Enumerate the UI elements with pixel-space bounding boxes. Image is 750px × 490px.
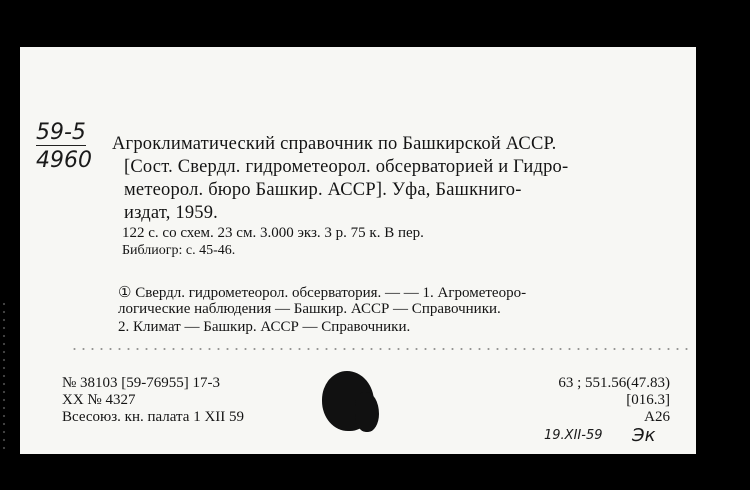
handwritten-call-number-bottom: 4960 xyxy=(36,148,92,173)
entry-title-line-1: Агроклиматический справочник по Башкирской АССР. xyxy=(112,134,557,154)
handwritten-initials: Эк xyxy=(632,425,656,446)
author-mark: А26 xyxy=(644,409,670,425)
handwritten-date: 19.XII-59 xyxy=(544,428,603,443)
subject-line-2: логические наблюдения — Башкир. АССР — Справочники. xyxy=(118,301,501,317)
classification-udc: 63 ; 551.56(47.83) xyxy=(558,375,670,391)
subject-line-3: 2. Климат — Башкир. АССР — Справочники. xyxy=(118,319,411,335)
classification-bracket: [016.3] xyxy=(626,392,670,408)
bibliography-note: Библиогр: с. 45-46. xyxy=(122,243,236,258)
entry-title-line-2: [Сост. Свердл. гидрометеорол. обсерваторией и Гидро- xyxy=(124,157,569,177)
physical-description: 122 с. со схем. 23 см. 3.000 экз. 3 р. 75 к. В пер. xyxy=(122,225,424,241)
dotted-divider xyxy=(70,348,690,350)
handwritten-call-number-top: 59-5 xyxy=(36,120,86,145)
registration-number: № 38103 [59-76955] 17-3 xyxy=(62,375,221,391)
punch-hole-tail xyxy=(355,392,379,432)
catalog-card xyxy=(20,47,696,454)
entry-title-line-3: метеорол. бюро Башкир. АССР]. Уфа, Башкниго- xyxy=(124,180,522,200)
chamber-date: Всесоюз. кн. палата 1 XII 59 xyxy=(62,409,245,425)
series-number: ХХ № 4327 xyxy=(62,392,136,408)
subject-line-1: ① Свердл. гидрометеорол. обсерватория. — — 1. Агрометеоро- xyxy=(118,285,527,301)
entry-title-line-4: издат, 1959. xyxy=(124,203,218,223)
scan-edge-marks xyxy=(2,300,6,450)
